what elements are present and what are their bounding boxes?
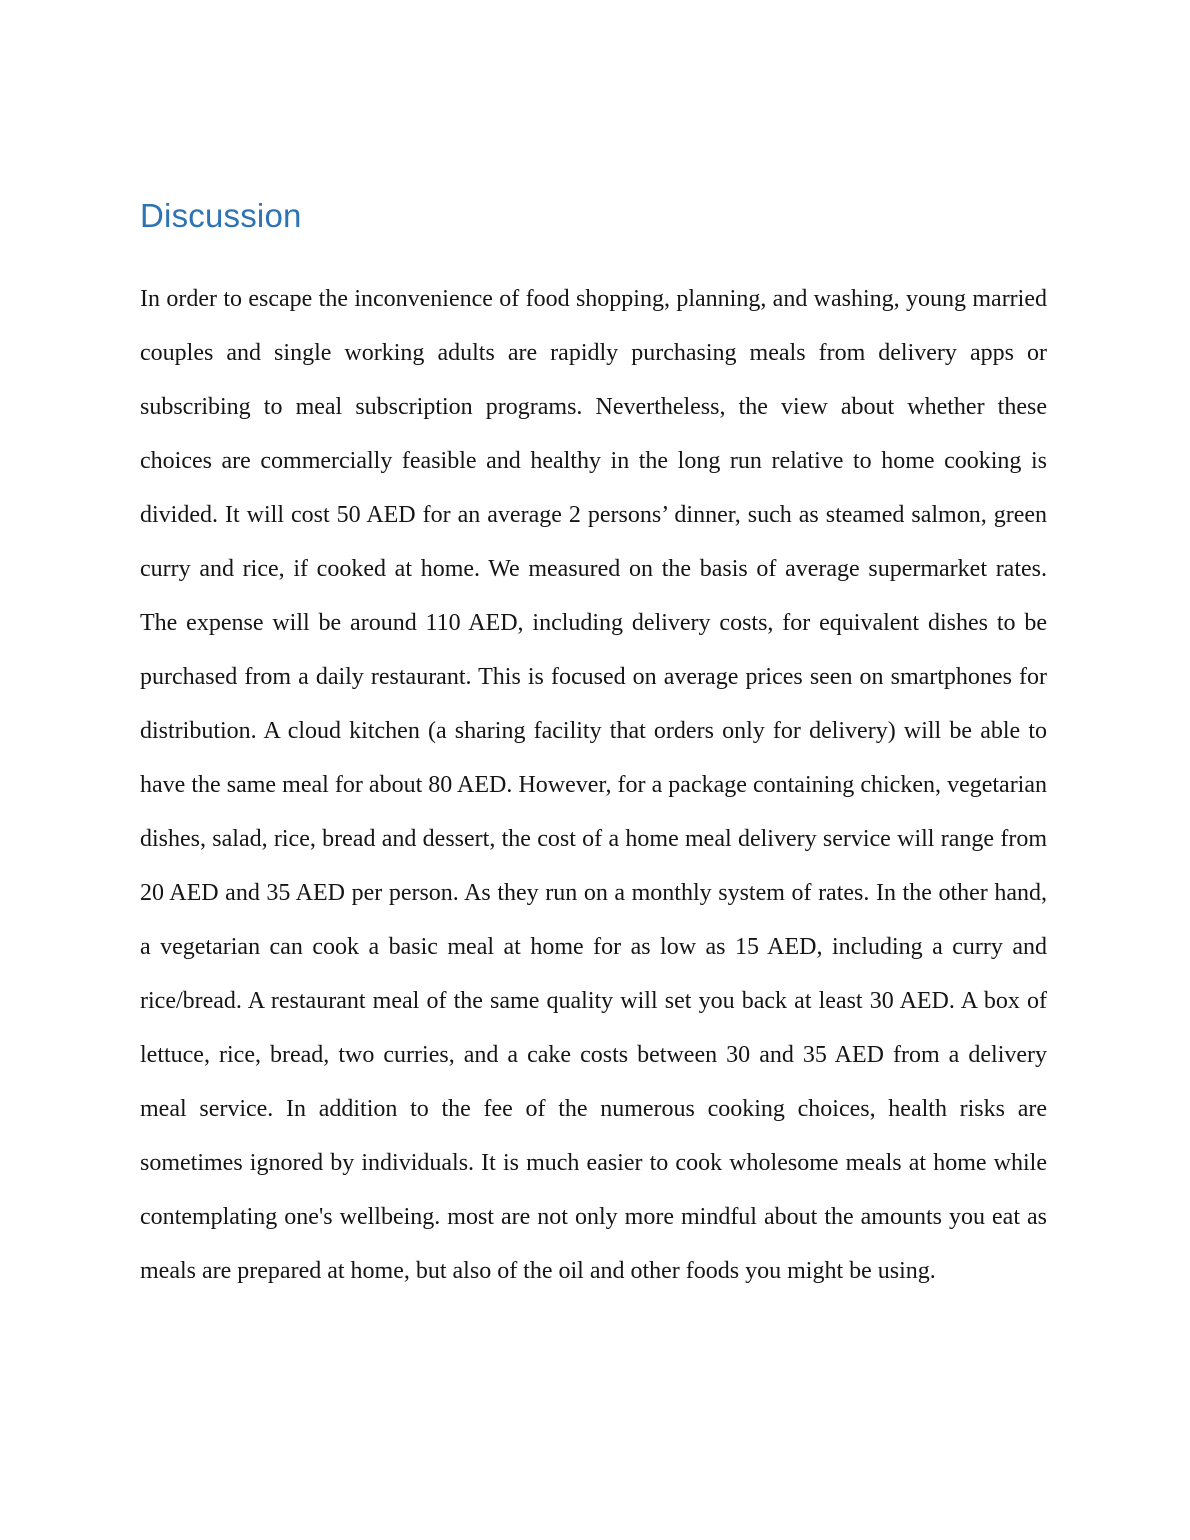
section-heading-discussion: Discussion [140, 197, 302, 234]
body-paragraph: In order to escape the inconvenience of food shopping, planning, and washing, young married couples and single working adults are rapidly purchasing meals from delivery apps or subscribing to meal subscription programs. Nevertheless, the view about whether these choices are commercially feasible and healthy in the long run relative to home cooking is divided. It will cost 50 AED for an average 2 persons’ dinner, such as steamed salmon, green curry and rice, if cooked at home. We measured on the basis of average supermarket rates. The expense will be around 110 AED, including delivery costs, for equivalent dishes to be purchased from a daily restaurant. This is focused on average prices seen on smartphones for distribution. A cloud kitchen (a sharing facility that orders only for delivery) will be able to have the same meal for about 80 AED. However, for a package containing chicken, vegetarian dishes, salad, rice, bread and dessert, the cost of a home meal delivery service will range from 20 AED and 35 AED per person. As they run on a monthly system of rates. In the other hand, a vegetarian can cook a basic meal at home for as low as 15 AED, including a curry and rice/bread. A restaurant meal of the same quality will set you back at least 30 AED. A box of lettuce, rice, bread, two curries, and a cake costs between 30 and 35 AED from a delivery meal service. In addition to the fee of the numerous cooking choices, health risks are sometimes ignored by individuals. It is much easier to cook wholesome meals at home while contemplating one's wellbeing. most are not only more mindful about the amounts you eat as meals are prepared at home, but also of the oil and other foods you might be using. [140, 285, 1047, 1284]
